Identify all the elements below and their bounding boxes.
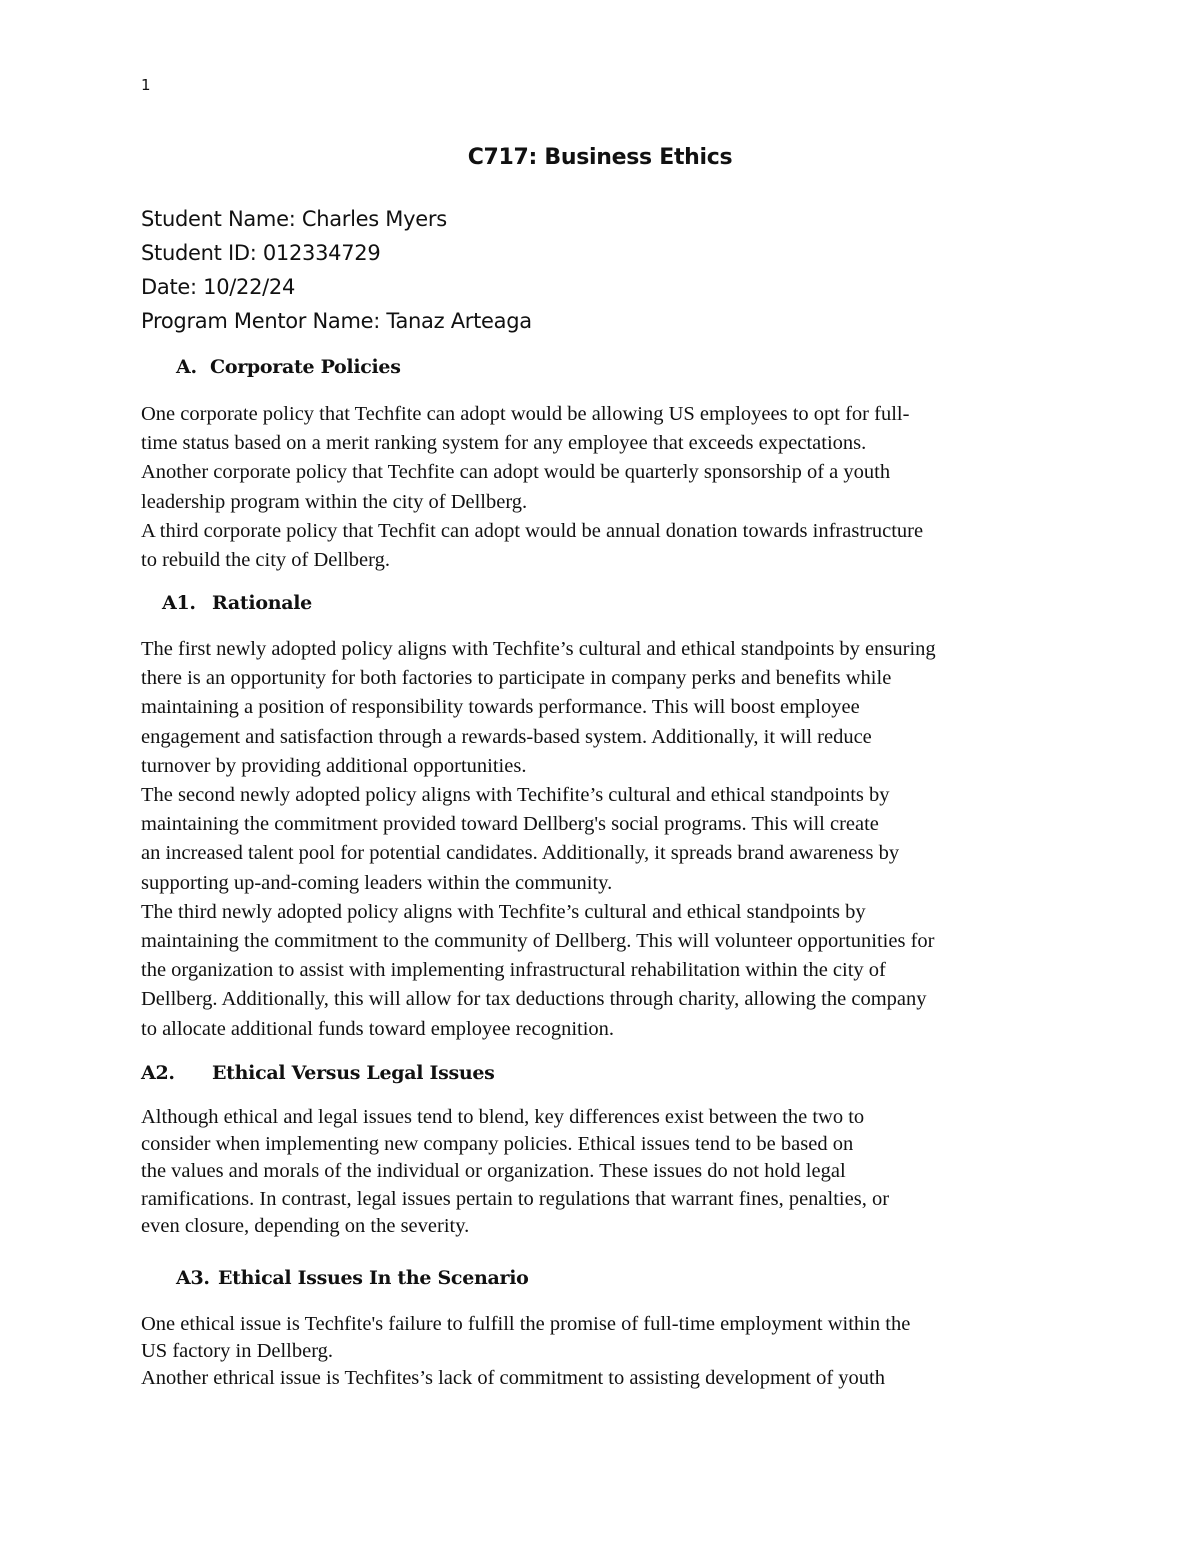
text-line: maintaining a position of responsibility towards performance. This will boost employee [141,696,860,719]
text-line: consider when implementing new company policies. Ethical issues tend to be based on [141,1133,854,1156]
section-a2-title: Ethical Versus Legal Issues [212,1062,495,1084]
text-line: turnover by providing additional opportunities. [141,754,527,777]
text-line: time status based on a merit ranking system for any employee that exceeds expectations. [141,432,867,455]
text-line: supporting up-and-coming leaders within the community. [141,871,613,894]
submission-date: Date: 10/22/24 [141,275,296,299]
student-id: Student ID: 012334729 [141,241,381,265]
section-a3-body [141,1311,1071,1392]
document-title: C717: Business Ethics [467,145,733,170]
program-mentor: Program Mentor Name: Tanaz Arteaga [141,309,532,333]
text-line: the organization to assist with implementing infrastructural rehabilitation within the city of [141,959,886,982]
section-a-body [141,400,1071,575]
text-line: engagement and satisfaction through a rewards-based system. Additionally, it will reduce [141,725,872,748]
text-line: an increased talent pool for potential candidates. Additionally, it spreads brand awareness by [141,842,900,865]
text-line: the values and morals of the individual or organization. These issues do not hold legal [141,1160,846,1183]
text-line: The third newly adopted policy aligns with Techfite’s cultural and ethical standpoints by [141,900,866,923]
section-a-label: A. [176,356,197,378]
section-a1-body [141,635,1071,1044]
section-a-heading [176,356,401,378]
page-number: 1 [141,76,151,94]
text-line: Another corporate policy that Techfite can adopt would be quarterly sponsorship of a youth [141,461,891,484]
text-line: One corporate policy that Techfite can adopt would be allowing US employees to opt for full- [141,403,910,425]
text-line: Another ethrical issue is Techfites’s lack of commitment to assisting development of youth [141,1367,886,1389]
section-a1-heading [162,592,312,614]
text-line: maintaining the commitment to the community of Dellberg. This will volunteer opportunities for [141,930,935,953]
section-a1-title: Rationale [212,592,312,614]
text-line: even closure, depending on the severity. [141,1214,470,1237]
text-line: maintaining the commitment provided toward Dellberg's social programs. This will create [141,813,879,836]
text-line: Although ethical and legal issues tend to blend, key differences exist between the two to [141,1106,865,1128]
text-line: to rebuild the city of Dellberg. [141,549,390,572]
section-a2-label: A2. [141,1062,175,1084]
student-name: Student Name: Charles Myers [141,207,447,231]
section-a3-title: Ethical Issues In the Scenario [218,1267,529,1289]
text-line: US factory in Dellberg. [141,1340,334,1362]
section-a3-heading [176,1267,529,1289]
text-line: A third corporate policy that Techfit can adopt would be annual donation towards infrastructure [141,519,924,542]
text-line: to allocate additional funds toward employee recognition. [141,1017,615,1040]
text-line: leadership program within the city of Dellberg. [141,490,528,513]
text-line: ramifications. In contrast, legal issues pertain to regulations that warrant fines, penalties, or [141,1187,890,1210]
section-a3-label: A3. [176,1267,210,1289]
section-a1-label: A1. [162,592,196,614]
text-line: The second newly adopted policy aligns with Techifite’s cultural and ethical standpoints by [141,784,890,807]
student-info-block [141,202,532,338]
text-line: One ethical issue is Techfite's failure to fulfill the promise of full-time employment within the [141,1313,911,1335]
section-a-title: Corporate Policies [210,356,401,378]
section-a2-body [141,1104,1071,1240]
section-a2-heading [141,1062,495,1084]
text-line: Dellberg. Additionally, this will allow for tax deductions through charity, allowing the company [141,988,927,1011]
text-line: The first newly adopted policy aligns with Techfite’s cultural and ethical standpoints by ensuring [141,638,936,660]
text-line: there is an opportunity for both factories to participate in company perks and benefits while [141,667,892,690]
